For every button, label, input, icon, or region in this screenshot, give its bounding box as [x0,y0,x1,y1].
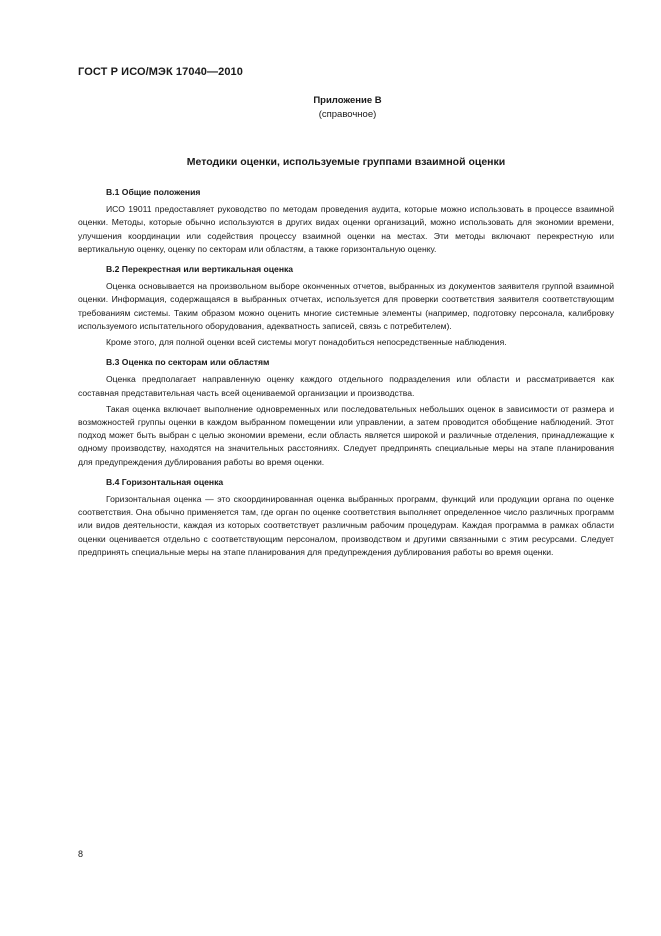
appendix-subtitle: (справочное) [318,109,377,120]
appendix-title: Приложение В [313,95,382,106]
section [78,476,614,559]
paragraph: Кроме этого, для полной оценки всей системы могут понадобиться непосредственные наблюдения. [106,337,507,348]
section [78,186,614,256]
document-title: Методики оценки, используемые группами взаимной оценки [186,156,506,168]
section-heading: В.2 Перекрестная или вертикальная оценка [106,264,294,275]
appendix-label [300,94,395,122]
section [78,263,614,349]
standard-header: ГОСТ Р ИСО/МЭК 17040—2010 [78,66,243,78]
paragraph: Такая оценка включает выполнение одновременных или последовательных небольших оценок в зависимости от размера и возможностей группы оценки в каждом выбранном помещении или управлении, а затем проводится обобщение наблюдений. Этот подход может быть выбран с целью экономии времени, если область является широкой и различные отделения, принадлежащие к одному производству, находятся на значительных расстояниях. Следует предпринять специальные меры на этапе планирования для предупреждения дублирования работы во время оценки. [78,403,614,467]
section [78,356,614,469]
paragraph: ИСО 19011 предоставляет руководство по методам проведения аудита, которые можно использовать в процессе взаимной оценки. Методы, которые обычно используются в других видах оценки организаций, можно использовать для экономии времени, улучшения координации или содействия процессу взаимной оценки на местах. Эти методы включают перекрестную или вертикальную оценку, оценку по секторам или областям, а также горизонтальную оценку. [78,204,614,254]
paragraph: Оценка основывается на произвольном выборе оконченных отчетов, выбранных из документов заявителя группой взаимной оценки. Информация, содержащаяся в выбранных отчетах, используется для проверки соответствия заявителя соответствующим требованиям системы. Таким образом можно оценить многие системные элементы (например, подготовку персонала, калибровку используемого испытательного оборудования, адекватность записей, связь с потребителем). [78,281,614,331]
section-heading: В.1 Общие положения [106,187,201,197]
paragraph: Оценка предполагает направленную оценку каждого отдельного подразделения или области и рассматривается как составная представительная часть всей оцениваемой организации и производства. [78,374,614,398]
page-number: 8 [78,849,84,859]
document-body [78,186,614,562]
section-heading: В.4 Горизонтальная оценка [106,476,224,487]
paragraph: Горизонтальная оценка — это скоординированная оценка выбранных программ, функций или продукции органа по оценке соответствия. Она обычно применяется там, где орган по оценке соответствия выполняет определенное число различных программ или видов деятельности, каждая из которых соответствует различным рабочим процедурам. Каждая программа в рамках области оценки оценивается отдельно с соответствующим персоналом, производством и другими связанными с этим ресурсами. Следует предпринять специальные меры на этапе планирования для предупреждения дублирования работы во время оценки. [78,494,614,557]
section-heading: В.3 Оценка по секторам или областям [106,357,270,368]
